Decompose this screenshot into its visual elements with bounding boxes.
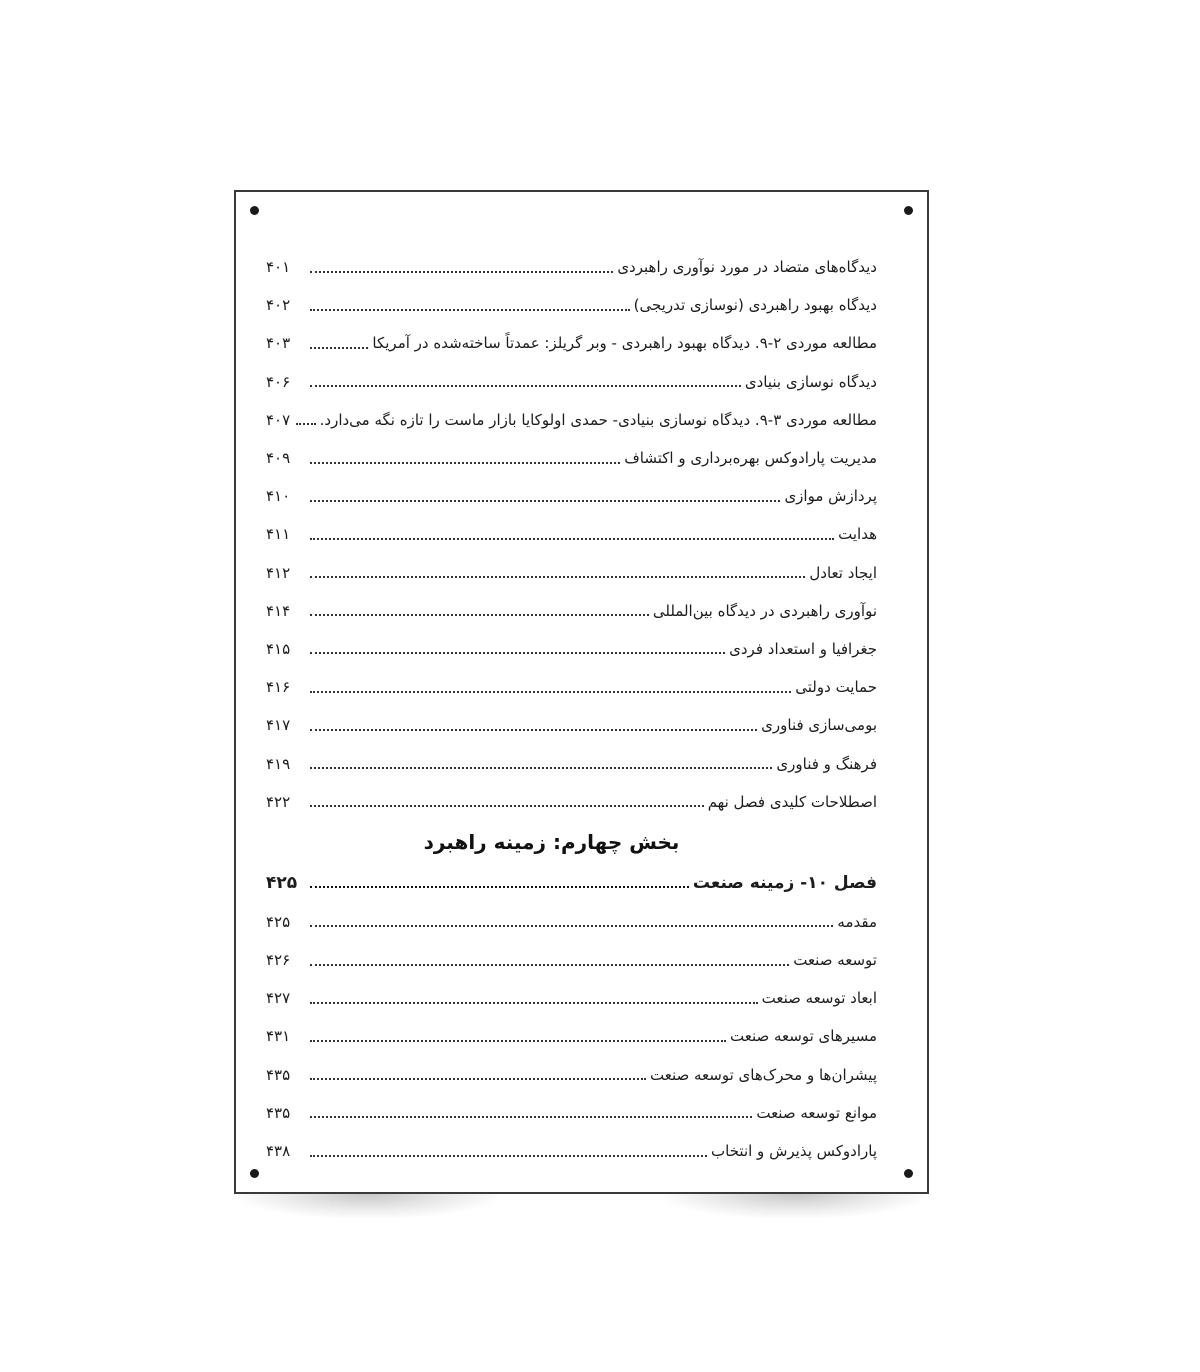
toc-entry-title: پارادوکس پذیرش و انتخاب [711, 1142, 877, 1161]
dot-leader [310, 461, 620, 464]
dot-leader [310, 690, 791, 693]
toc-entry[interactable] [266, 979, 877, 1017]
toc-entry-page: ۴۲۲ [266, 792, 291, 811]
dot-leader [310, 728, 757, 731]
dot-leader [310, 766, 772, 769]
table-of-contents [266, 248, 877, 1170]
toc-entry[interactable] [266, 941, 877, 979]
toc-entry-title: پردازش موازی [784, 487, 877, 506]
toc-entry[interactable] [266, 744, 877, 782]
toc-entry-page: ۴۲۷ [266, 989, 291, 1008]
toc-entry[interactable] [266, 401, 877, 439]
toc-entry[interactable] [266, 324, 877, 362]
toc-entry-page: ۴۱۲ [266, 563, 291, 582]
toc-entry-page: ۴۰۷ [266, 410, 291, 429]
toc-entry-title: فرهنگ و فناوری [776, 754, 877, 773]
dot-leader [310, 575, 805, 578]
toc-entry[interactable] [266, 554, 877, 592]
toc-entry-title: موانع توسعه صنعت [756, 1103, 877, 1122]
toc-entry-title: دیدگاه‌های متضاد در مورد نوآوری راهبردی [617, 258, 877, 277]
toc-chapter-entry[interactable] [266, 863, 877, 903]
page-shadow-left [238, 1194, 498, 1218]
dot-leader [310, 384, 741, 387]
toc-entry-page: ۴۱۰ [266, 487, 291, 506]
dot-leader [310, 885, 689, 888]
corner-dot-icon [904, 1169, 913, 1178]
dot-leader [310, 499, 780, 502]
toc-entry[interactable] [266, 515, 877, 553]
toc-entry-page: ۴۱۶ [266, 678, 291, 697]
toc-entry-title: دیدگاه بهبود راهبردی (نوسازی تدریجی) [633, 296, 877, 315]
toc-entry[interactable] [266, 248, 877, 286]
dot-leader [310, 924, 833, 927]
toc-entry[interactable] [266, 477, 877, 515]
toc-entry-title: مطالعه موردی ۳-۹. دیدگاه نوسازی بنیادی- حمدی اولوکایا بازار ماست را تازه نگه می‌دارد. [319, 410, 877, 429]
toc-entry[interactable] [266, 668, 877, 706]
toc-entry[interactable] [266, 706, 877, 744]
toc-entry-title: توسعه صنعت [793, 951, 877, 970]
toc-entry-page: ۴۰۱ [266, 258, 291, 277]
toc-chapter-page: ۴۲۵ [266, 872, 298, 893]
toc-entry[interactable] [266, 630, 877, 668]
toc-entry-page: ۴۱۴ [266, 601, 291, 620]
section-heading: بخش چهارم: زمینه راهبرد [423, 829, 680, 854]
dot-leader [310, 963, 789, 966]
dot-leader [310, 804, 704, 807]
dot-leader [310, 308, 630, 311]
toc-entry-page: ۴۰۹ [266, 449, 291, 468]
dot-leader [296, 422, 316, 425]
toc-entry-page: ۴۰۳ [266, 334, 291, 353]
corner-dot-icon [904, 206, 913, 215]
toc-entry-page: ۴۳۱ [266, 1027, 291, 1046]
toc-entry[interactable] [266, 903, 877, 941]
toc-entry-title: مقدمه [837, 912, 877, 931]
toc-entry-title: پیشران‌ها و محرک‌های توسعه صنعت [650, 1065, 877, 1084]
toc-entry-page: ۴۱۹ [266, 754, 291, 773]
dot-leader [310, 1001, 758, 1004]
toc-entry-title: حمایت دولتی [795, 678, 877, 697]
toc-entry[interactable] [266, 1017, 877, 1055]
toc-entry-page: ۴۱۱ [266, 525, 291, 544]
toc-entry-page: ۴۰۲ [266, 296, 291, 315]
toc-entry-title: مطالعه موردی ۲-۹. دیدگاه بهبود راهبردی - وبر گریلز: عمدتاً ساخته‌شده در آمریکا [372, 334, 877, 353]
toc-chapter-title: فصل ۱۰- زمینه صنعت [692, 872, 877, 893]
dot-leader [310, 1154, 707, 1157]
toc-entry-page: ۴۱۷ [266, 716, 291, 735]
dot-leader [310, 1077, 646, 1080]
toc-entry-title: نوآوری راهبردی در دیدگاه بین‌المللی [652, 601, 877, 620]
dot-leader [310, 346, 368, 349]
toc-entry[interactable] [266, 592, 877, 630]
toc-entry[interactable] [266, 1132, 877, 1170]
toc-entry-title: بومی‌سازی فناوری [761, 716, 877, 735]
toc-entry[interactable] [266, 1094, 877, 1132]
dot-leader [310, 613, 649, 616]
toc-entry-page: ۴۰۶ [266, 372, 291, 391]
toc-entry[interactable] [266, 363, 877, 401]
dot-leader [310, 651, 725, 654]
toc-entry-page: ۴۳۸ [266, 1142, 291, 1161]
toc-entry[interactable] [266, 1056, 877, 1094]
toc-page [234, 190, 929, 1194]
toc-entry-title: ابعاد توسعه صنعت [761, 989, 877, 1008]
toc-entry[interactable] [266, 286, 877, 324]
toc-entry-title: اصطلاحات کلیدی فصل نهم [707, 792, 877, 811]
toc-entry[interactable] [266, 783, 877, 821]
toc-entry-title: هدایت [838, 525, 877, 544]
page-shadow-right [664, 1194, 924, 1218]
dot-leader [310, 1115, 752, 1118]
dot-leader [310, 1039, 726, 1042]
corner-dot-icon [250, 1169, 259, 1178]
toc-entry-title: ایجاد تعادل [809, 563, 877, 582]
dot-leader [310, 537, 834, 540]
toc-entry-title: جغرافیا و استعداد فردی [729, 639, 877, 658]
corner-dot-icon [250, 206, 259, 215]
toc-entry-page: ۴۲۵ [266, 912, 291, 931]
toc-entry-page: ۴۳۵ [266, 1103, 291, 1122]
toc-entry-title: مدیریت پارادوکس بهره‌برداری و اکتشاف [624, 449, 877, 468]
dot-leader [310, 270, 613, 273]
toc-entry-title: مسیرهای توسعه صنعت [730, 1027, 877, 1046]
toc-entry-page: ۴۱۵ [266, 639, 291, 658]
toc-entry-page: ۴۲۶ [266, 951, 291, 970]
toc-entry-title: دیدگاه نوسازی بنیادی [744, 372, 877, 391]
toc-entry[interactable] [266, 439, 877, 477]
toc-entry-page: ۴۳۵ [266, 1065, 291, 1084]
